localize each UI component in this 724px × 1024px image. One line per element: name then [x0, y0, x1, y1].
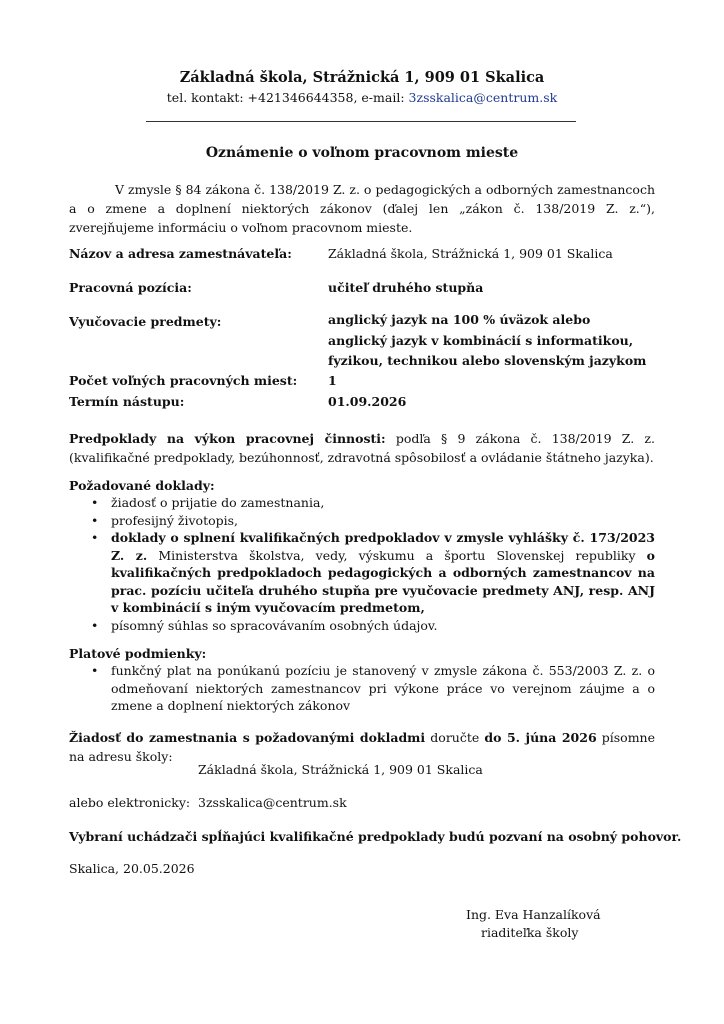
signature-role: riaditeľka školy	[481, 925, 579, 940]
prerequisites-text: podľa § 9 zákona č. 138/2019 Z. z. (kvalifikačné predpoklady, bezúhonnosť, zdravotná spôsobilosť a ovládanie štátneho jazyka).	[69, 431, 655, 465]
bullet-icon: •	[91, 617, 99, 633]
list-item-text-bold: doklady o splnení kvalifikačných predpokladov v zmysle vyhlášky č. 173/2023 Z. z.	[111, 530, 655, 563]
employer-value: Základná škola, Strážnická 1, 909 01 Skalica	[328, 246, 613, 261]
application-text: písomne na adresu školy:	[69, 730, 656, 764]
application-deadline: do 5. júna 2026	[484, 730, 597, 745]
documents-title: Požadované doklady:	[69, 478, 215, 493]
start-date-value: 01.09.2026	[328, 394, 407, 409]
list-item-text: žiadosť o prijatie do zamestnania,	[111, 495, 325, 510]
subjects-label: Vyučovacie predmety:	[69, 314, 222, 329]
list-item	[91, 512, 655, 530]
signature-name: Ing. Eva Hanzalíková	[466, 907, 601, 922]
place-date: Skalica, 20.05.2026	[69, 861, 195, 876]
position-label: Pracovná pozícia:	[69, 280, 192, 295]
application-text: doručte	[425, 730, 485, 745]
prerequisites-paragraph	[69, 429, 655, 467]
electronic-email[interactable]: 3zsskalica@centrum.sk	[198, 795, 347, 810]
salary-list	[69, 662, 655, 715]
position-value: učiteľ druhého stupňa	[328, 280, 484, 295]
list-item	[91, 494, 655, 512]
documents-list	[69, 494, 655, 634]
contact-email-link[interactable]: 3zsskalica@centrum.sk	[408, 90, 558, 105]
list-item	[91, 529, 655, 617]
list-item-text: funkčný plat na ponúkanú pozíciu je stanovený v zmysle zákona č. 553/2003 Z. z. o odmeňovaní niektorých zamestnancov pri výkone práce vo verejnom záujme a o zmene a doplnení niektorých zákonov	[111, 663, 655, 713]
application-paragraph	[69, 728, 655, 766]
list-item	[91, 617, 655, 635]
subjects-value	[328, 310, 646, 372]
school-contact-line	[0, 90, 724, 105]
vacancy-count-label: Počet voľných pracovných miest:	[69, 373, 298, 388]
intro-paragraph: V zmysle § 84 zákona č. 138/2019 Z. z. o pedagogických a odborných zamestnancoch a o zmene a doplnení niektorých zákonov (ďalej len „zákon č. 138/2019 Z. z.“), zverejňujeme informáciu o voľnom pracovnom mieste.	[69, 182, 655, 235]
subjects-line: anglický jazyk na 100 % úväzok alebo	[328, 312, 591, 327]
bullet-icon: •	[91, 530, 99, 545]
vacancy-count-value: 1	[328, 373, 337, 388]
salary-title: Platové podmienky:	[69, 646, 207, 661]
start-date-label: Termín nástupu:	[69, 394, 185, 409]
document-title: Oznámenie o voľnom pracovnom mieste	[205, 145, 519, 161]
subjects-line: fyzikou, technikou alebo slovenským jazykom	[328, 353, 647, 368]
school-address: Základná škola, Strážnická 1, 909 01 Skalica	[198, 762, 483, 777]
bullet-icon: •	[91, 512, 99, 528]
contact-phone-text: tel. kontakt: +421346644358, e-mail:	[166, 90, 409, 105]
list-item-text: písomný súhlas so spracovávaním osobných údajov.	[111, 617, 438, 633]
list-item	[91, 662, 655, 715]
bullet-icon: •	[91, 663, 99, 678]
bullet-icon: •	[91, 495, 99, 510]
electronic-label: alebo elektronicky:	[69, 795, 191, 810]
application-text-bold: Žiadosť do zamestnania s požadovanými dokladmi	[69, 730, 426, 745]
header-divider	[146, 121, 576, 122]
list-item-text: profesijný životopis,	[111, 512, 239, 528]
list-item-text: Ministerstva školstva, vedy, výskumu a športu Slovenskej republiky	[147, 547, 647, 563]
interview-note: Vybraní uchádzači spĺňajúci kvalifikačné predpoklady budú pozvaní na osobný pohovor.	[69, 829, 682, 844]
employer-label: Názov a adresa zamestnávateľa:	[69, 246, 292, 261]
subjects-line: anglický jazyk v kombinácií s informatikou,	[328, 332, 634, 348]
prerequisites-label: Predpoklady na výkon pracovnej činnosti:	[69, 431, 386, 446]
list-item-text-bold: o kvalifikačných predpokladoch pedagogických a odborných zamestnancov na prac. pozíciu učiteľa druhého stupňa pre vyučovacie predmety ANJ, resp. ANJ v kombinácií s iným vyučovacím predmetom,	[111, 547, 655, 615]
school-name-heading: Základná škola, Strážnická 1, 909 01 Skalica	[179, 69, 545, 86]
